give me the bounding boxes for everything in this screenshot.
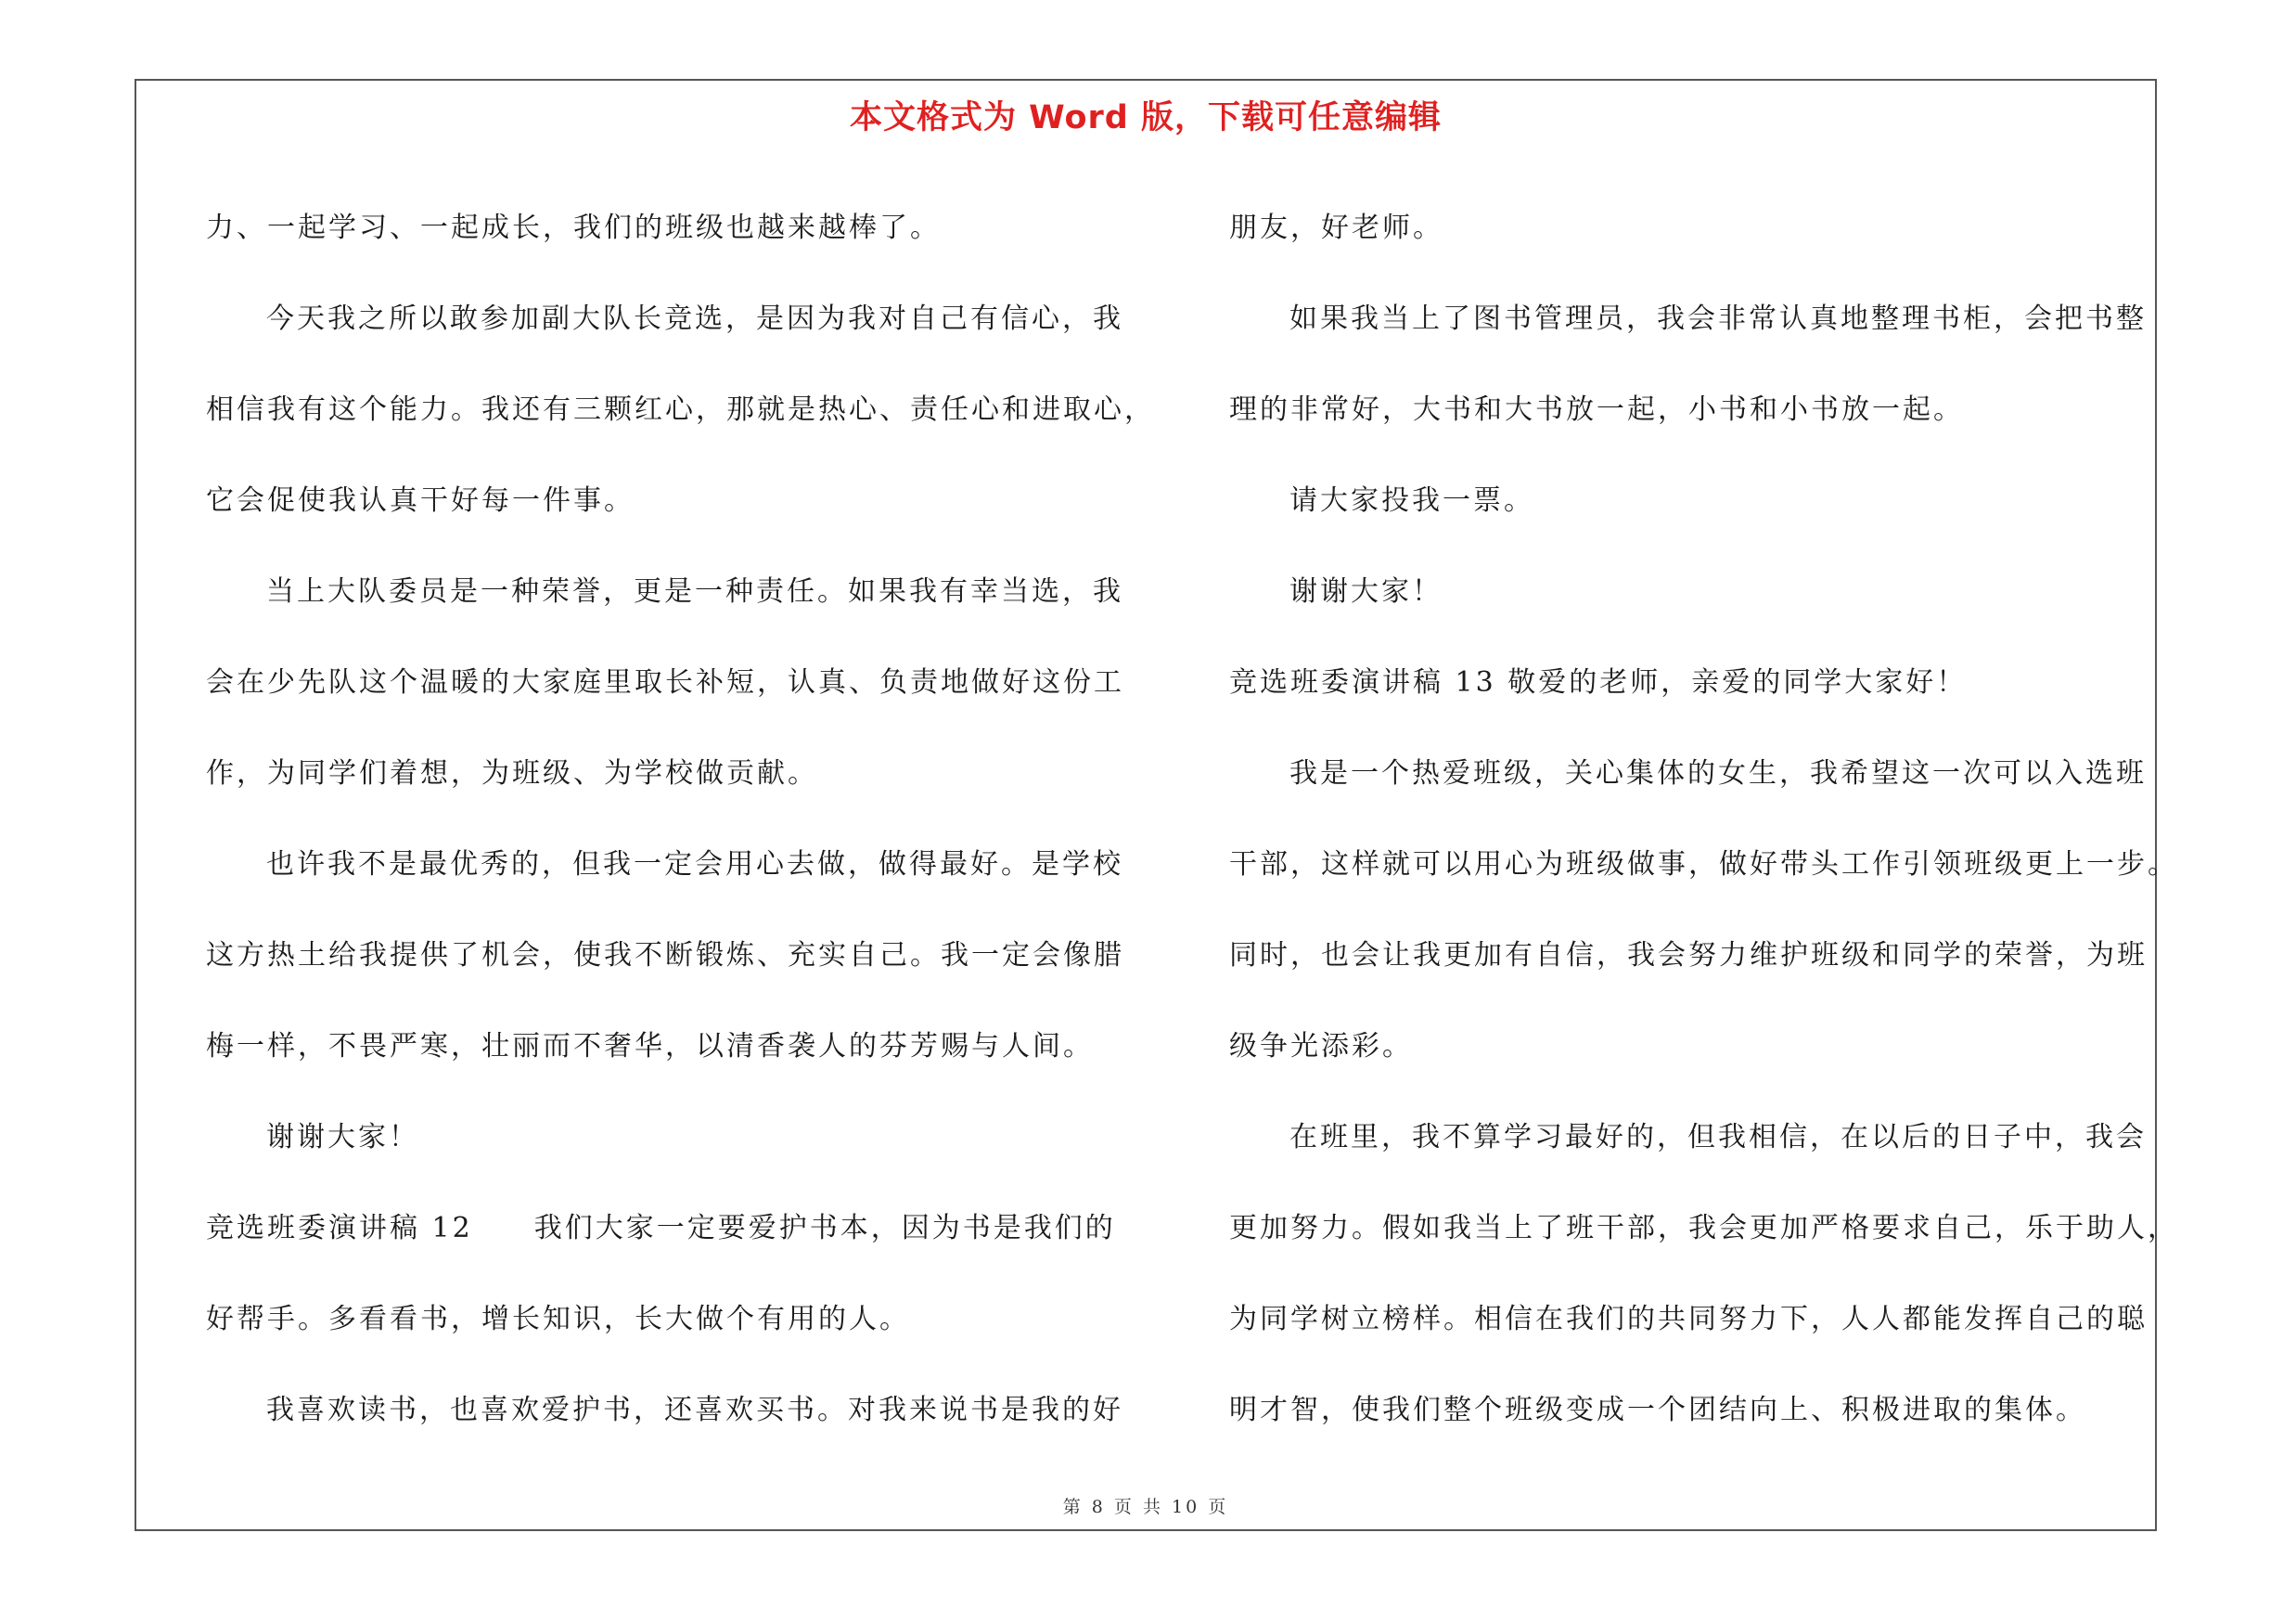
text-line: 好帮手。多看看书，增长知识，长大做个有用的人。 [206,1303,910,1335]
page-frame [135,79,2178,1531]
left-column [206,183,1155,1456]
text-line: 作，为同学们着想，为班级、为学校做贡献。 [206,757,818,790]
text-line: 谢谢大家！ [1289,575,1443,608]
text-line: 它会促使我认真干好每一件事。 [206,484,635,517]
right-column [1229,183,2178,1456]
section-heading-line: 竞选班委演讲稿 12 我们大家一定要爱护书本，因为书是我们的 [206,1212,1116,1244]
text-line: 梅一样，不畏严寒，壮丽而不奢华，以清香袭人的芬芳赐与人间。 [206,1030,1094,1063]
page-number: 第 8 页 共 10 页 [1062,1497,1229,1517]
text-line: 朋友，好老师。 [1229,212,1443,244]
text-line: 请大家投我一票。 [1289,484,1534,517]
text-line: 力、一起学习、一起成长，我们的班级也越来越棒了。 [206,212,941,244]
text-line: 当上大队委员是一种荣誉，更是一种责任。如果我有幸当选，我 [266,575,1123,608]
text-line: 我是一个热爱班级，关心集体的女生，我希望这一次可以入选班 [1289,757,2147,790]
text-line: 今天我之所以敢参加副大队长竞选，是因为我对自己有信心，我 [266,303,1123,335]
text-line: 级争光添彩。 [1229,1030,1413,1063]
text-line: 谢谢大家！ [266,1121,419,1153]
text-line: 干部，这样就可以用心为班级做事，做好带头工作引领班级更上一步。 [1229,848,2178,881]
text-line: 我喜欢读书，也喜欢爱护书，还喜欢买书。对我来说书是我的好 [266,1394,1123,1426]
text-line: 也许我不是最优秀的，但我一定会用心去做，做得最好。是学校 [266,848,1123,881]
text-line: 更加努力。假如我当上了班干部，我会更加严格要求自己，乐于助人， [1229,1212,2178,1244]
text-line: 如果我当上了图书管理员，我会非常认真地整理书柜，会把书整 [1289,303,2147,335]
text-line: 明才智，使我们整个班级变成一个团结向上、积极进取的集体。 [1229,1394,2086,1426]
text-line: 同时，也会让我更加有自信，我会努力维护班级和同学的荣誉，为班 [1229,939,2148,972]
text-line: 理的非常好，大书和大书放一起，小书和小书放一起。 [1229,393,1964,426]
section-heading-line: 竞选班委演讲稿 13 敬爱的老师，亲爱的同学大家好！ [1229,666,1968,699]
text-line: 这方热土给我提供了机会，使我不断锻炼、充实自己。我一定会像腊 [206,939,1124,972]
text-line: 会在少先队这个温暖的大家庭里取长补短，认真、负责地做好这份工 [206,666,1124,699]
text-line: 相信我有这个能力。我还有三颗红心，那就是热心、责任心和进取心， [206,393,1155,426]
header-banner: 本文格式为 Word 版，下载可任意编辑 [849,99,1443,136]
text-line: 为同学树立榜样。相信在我们的共同努力下，人人都能发挥自己的聪 [1229,1303,2148,1335]
text-line: 在班里，我不算学习最好的，但我相信，在以后的日子中，我会 [1289,1121,2147,1153]
